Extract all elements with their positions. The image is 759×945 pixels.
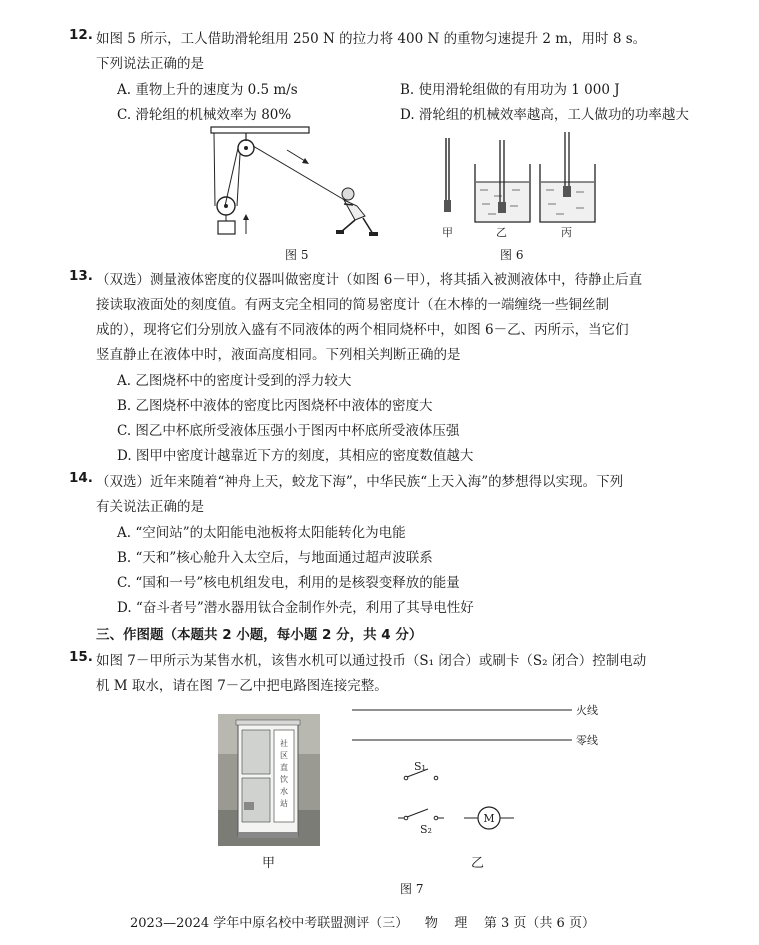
figure-7-label-jia: 甲: [262, 856, 276, 871]
q13-option-b: B. 乙图烧杯中液体的密度比丙图烧杯中液体的密度大: [117, 398, 433, 414]
q15-stem-line2: 机 M 取水，请在图 7－乙中把电路图连接完整。: [96, 678, 388, 694]
figure-6-label-yi: 乙: [496, 226, 507, 239]
figure-5-pulley-diagram: [205, 124, 405, 242]
figure-6-hydrometer-diagram: [430, 130, 600, 242]
figure-6-label-jia: 甲: [442, 226, 453, 239]
q12-option-d: D. 滑轮组的机械效率越高，工人做功的功率越大: [400, 107, 689, 123]
q12-stem-line1: 如图 5 所示，工人借助滑轮组用 250 N 的拉力将 400 N 的重物匀速提升 2 m，用时 8 s。: [96, 31, 647, 47]
q14-option-b: B. “天和”核心舱升入太空后，与地面通过超声波联系: [117, 550, 433, 566]
q13-stem-line2: 接读取液面处的刻度值。有两支完全相同的简易密度计（在木棒的一端缠绕一些铜丝制: [96, 297, 609, 313]
motor-label: M: [483, 812, 495, 825]
q12-number: 12.: [69, 27, 93, 43]
svg-text:水: 水: [280, 787, 288, 796]
q14-stem-line1: （双选）近年来随着“神舟上天，蛟龙下海”，中华民族“上天入海”的梦想得以实现。下列: [96, 474, 624, 490]
switch-s1-label: S₁: [414, 760, 426, 773]
live-wire-label: 火线: [576, 704, 598, 717]
q13-stem-line1: （双选）测量液体密度的仪器叫做密度计（如图 6－甲），将其插入被测液体中，待静止后直: [96, 272, 643, 288]
figure-7-caption: 图 7: [400, 882, 424, 896]
q13-stem-line3: 成的），现将它们分别放入盛有不同液体的两个相同烧杯中，如图 6－乙、丙所示，当它们: [96, 322, 629, 338]
q14-option-d: D. “奋斗者号”潜水器用钛合金制作外壳，利用了其导电性好: [117, 600, 474, 616]
switch-s2-label: S₂: [420, 823, 432, 833]
figure-7-vending-machine-photo: [218, 714, 320, 846]
figure-7-circuit-diagram: [350, 698, 610, 833]
svg-text:区: 区: [280, 751, 288, 760]
q12-option-a: A. 重物上升的速度为 0.5 m/s: [117, 82, 298, 98]
figure-7-label-yi: 乙: [471, 856, 485, 871]
page-footer: 2023—2024 学年中原名校中考联盟测评（三） 物 理 第 3 页（共 6 页）: [130, 916, 595, 931]
q14-option-c: C. “国和一号”核电机组发电，利用的是核裂变释放的能量: [117, 575, 460, 591]
q13-option-c: C. 图乙中杯底所受液体压强小于图丙中杯底所受液体压强: [117, 423, 460, 439]
q13-option-d: D. 图甲中密度计越靠近下方的刻度，其相应的密度数值越大: [117, 448, 474, 464]
svg-text:直: 直: [280, 763, 288, 772]
svg-text:饮: 饮: [280, 775, 288, 784]
q14-option-a: A. “空间站”的太阳能电池板将太阳能转化为电能: [117, 525, 406, 541]
q12-option-c: C. 滑轮组的机械效率为 80%: [117, 107, 292, 123]
figure-6-caption: 图 6: [500, 248, 524, 262]
q14-number: 14.: [69, 470, 93, 486]
figure-5-caption: 图 5: [285, 248, 309, 262]
figure-6-label-bing: 丙: [561, 226, 572, 239]
q15-number: 15.: [69, 649, 93, 665]
q12-stem-line2: 下列说法正确的是: [96, 56, 204, 72]
q13-stem-line4: 竖直静止在液体中时，液面高度相同。下列相关判断正确的是: [96, 347, 461, 363]
svg-text:社: 社: [280, 739, 288, 748]
q14-stem-line2: 有关说法正确的是: [96, 499, 204, 515]
q13-number: 13.: [69, 268, 93, 284]
q13-option-a: A. 乙图烧杯中的密度计受到的浮力较大: [117, 373, 352, 389]
svg-text:站: 站: [280, 799, 288, 808]
q12-option-b: B. 使用滑轮组做的有用功为 1 000 J: [400, 82, 620, 98]
q15-stem-line1: 如图 7－甲所示为某售水机，该售水机可以通过投币（S₁ 闭合）或刷卡（S₂ 闭合）控制电动: [96, 653, 647, 669]
neutral-wire-label: 零线: [576, 734, 598, 747]
section-3-heading: 三、作图题（本题共 2 小题，每小题 2 分，共 4 分）: [96, 627, 423, 643]
